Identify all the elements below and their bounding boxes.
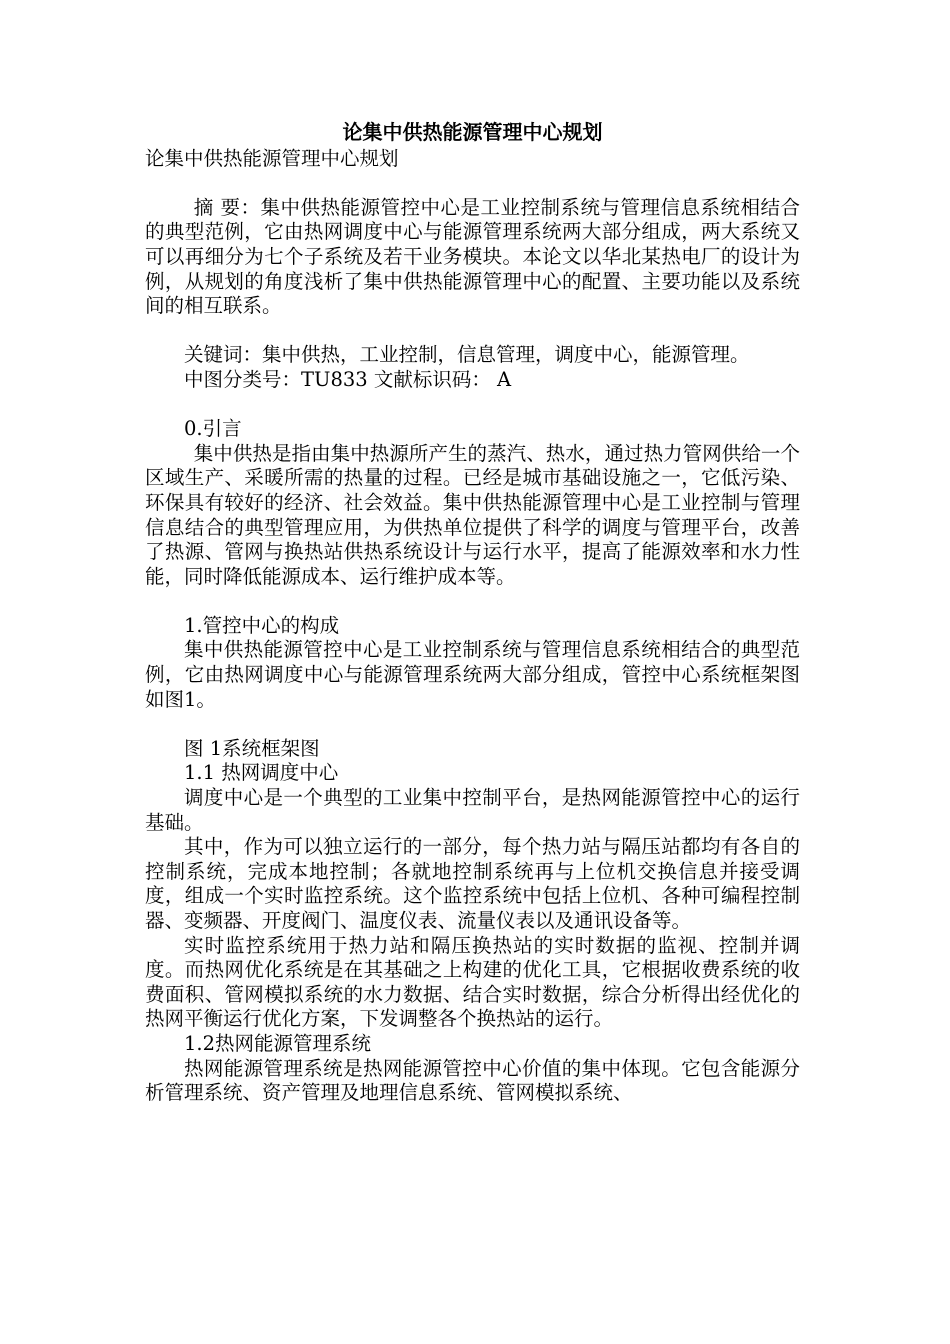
document-title: 论集中供热能源管理中心规划 — [342, 120, 603, 144]
blank-line — [145, 589, 800, 614]
blank-line — [145, 319, 800, 344]
section-heading-energy-management: 1.2热网能源管理系统 — [184, 1031, 372, 1055]
figure-caption: 图 1系统框架图 — [184, 736, 320, 760]
classification-line: 中图分类号：TU833 文献标识码： A — [184, 367, 512, 391]
blank-line — [145, 393, 800, 418]
intro-paragraph: 集中供热是指由集中热源所产生的蒸汽、热水，通过热力管网供给一个区域生产、采暖所需的热量的过程。已经是城市基础设施之一，它低污染、环保具有较好的经济、社会效益。集中供热能源管理中心是工业控制与管理信息结合的典型管理应用，为供热单位提供了科学的调度与管理平台，改善了热源、管网与换热站供热系统设计与运行水平，提高了能源效率和水力性能，同时降低能源成本、运行维护成本等。 — [145, 441, 800, 588]
document-page — [145, 120, 800, 1106]
energy-management-paragraph: 热网能源管理系统是热网能源管控中心价值的集中体现。它包含能源分析管理系统、资产管理及地理信息系统、管网模拟系统、 — [145, 1056, 800, 1105]
composition-paragraph: 集中供热能源管控中心是工业控制系统与管理信息系统相结合的典型范例，它由热网调度中心与能源管理系统两大部分组成，管控中心系统框架图如图1。 — [145, 638, 800, 711]
section-heading-dispatch-center: 1.1 热网调度中心 — [184, 761, 339, 785]
section-heading-composition: 1.管控中心的构成 — [184, 613, 340, 637]
document-subtitle: 论集中供热能源管理中心规划 — [145, 146, 399, 170]
keywords-paragraph: 关键词：集中供热，工业控制，信息管理，调度中心，能源管理。 — [184, 343, 750, 367]
abstract-paragraph: 摘 要：集中供热能源管控中心是工业控制系统与管理信息系统相结合的典型范例，它由热网调度中心与能源管理系统两大部分组成，两大系统又可以再细分为七个子系统及若干业务模块。本论文以华北某热电厂的设计为例，从规划的角度浅析了集中供热能源管理中心的配置、主要功能以及系统间的相互联系。 — [145, 195, 800, 318]
dispatch-paragraph-2: 其中，作为可以独立运行的一部分，每个热力站与隔压站都均有各自的控制系统，完成本地控制；各就地控制系统再与上位机交换信息并接受调度，组成一个实时监控系统。这个监控系统中包括上位机、各种可编程控制器、变频器、开度阀门、温度仪表、流量仪表以及通讯设备等。 — [145, 835, 800, 932]
dispatch-paragraph-1: 调度中心是一个典型的工业集中控制平台，是热网能源管控中心的运行基础。 — [145, 786, 800, 834]
blank-line — [145, 712, 800, 737]
dispatch-paragraph-3: 实时监控系统用于热力站和隔压换热站的实时数据的监视、控制并调度。而热网优化系统是在其基础之上构建的优化工具，它根据收费系统的收费面积、管网模拟系统的水力数据、结合实时数据，综合分析得出经优化的热网平衡运行优化方案，下发调整各个换热站的运行。 — [145, 933, 800, 1031]
blank-line — [145, 171, 800, 196]
section-heading-intro: 0.引言 — [184, 417, 242, 441]
